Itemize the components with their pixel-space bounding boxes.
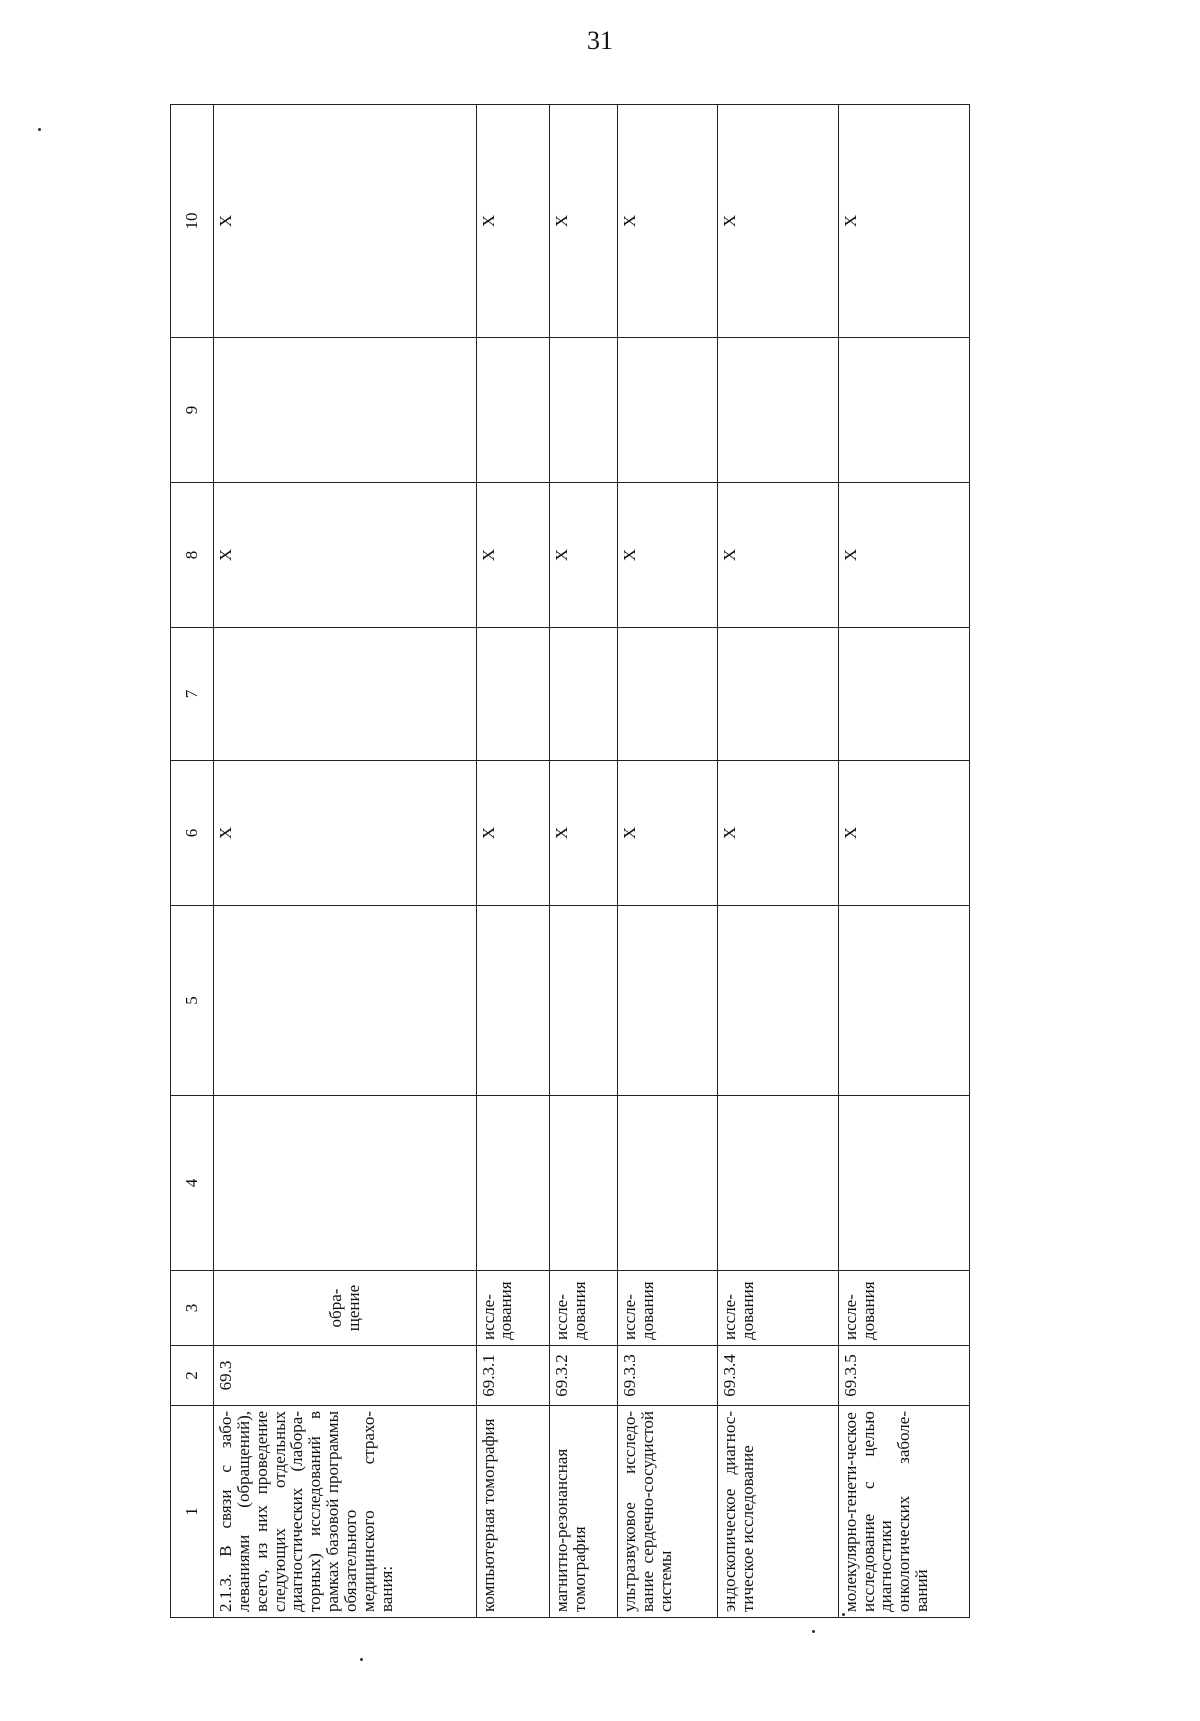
cell-col10: X <box>717 105 838 338</box>
cell-col7 <box>838 628 969 761</box>
rotated-table-container <box>170 105 970 1618</box>
column-number: 8 <box>171 483 214 628</box>
cell-col4 <box>214 1096 476 1271</box>
cell-col6: X <box>717 761 838 906</box>
scan-speck <box>812 1630 815 1633</box>
column-number: 9 <box>171 338 214 483</box>
cell-col7 <box>214 628 476 761</box>
column-number: 3 <box>171 1271 214 1346</box>
cell-col9 <box>717 338 838 483</box>
column-number: 7 <box>171 628 214 761</box>
cell-col4 <box>717 1096 838 1271</box>
cell-col10: X <box>550 105 618 338</box>
row-name: магнитно-резонансная томография <box>550 1406 618 1618</box>
cell-col8: X <box>618 483 718 628</box>
cell-col9 <box>838 338 969 483</box>
column-number: 10 <box>171 105 214 338</box>
row-code: 69.3.3 <box>618 1346 718 1406</box>
table-body <box>171 105 970 1618</box>
scan-speck <box>38 128 41 131</box>
column-number-row <box>171 105 214 1618</box>
cell-col10: X <box>618 105 718 338</box>
row-code: 69.3.5 <box>838 1346 969 1406</box>
table-row <box>214 105 476 1618</box>
cell-col6: X <box>550 761 618 906</box>
row-name: 2.1.3. В связи с забо-леваниями (обращений), всего, из них проведение следующих отдельных диагностических (лабора-торных) исследований в рамках базовой программы обязательного медицинского страхо-вания: <box>214 1406 476 1618</box>
row-unit: иссле-дования <box>476 1271 549 1346</box>
row-unit: иссле-дования <box>838 1271 969 1346</box>
column-number: 1 <box>171 1406 214 1618</box>
cell-col9 <box>476 338 549 483</box>
cell-col4 <box>550 1096 618 1271</box>
table-row <box>618 105 718 1618</box>
cell-col5 <box>476 906 549 1096</box>
cell-col10: X <box>214 105 476 338</box>
scan-speck <box>360 1658 363 1661</box>
cell-col8: X <box>476 483 549 628</box>
row-code: 69.3.4 <box>717 1346 838 1406</box>
row-code: 69.3.2 <box>550 1346 618 1406</box>
column-number: 6 <box>171 761 214 906</box>
cell-col5 <box>550 906 618 1096</box>
row-code: 69.3.1 <box>476 1346 549 1406</box>
cell-col10: X <box>838 105 969 338</box>
cell-col8: X <box>717 483 838 628</box>
column-number: 4 <box>171 1096 214 1271</box>
cell-col5 <box>838 906 969 1096</box>
cell-col4 <box>476 1096 549 1271</box>
table-row <box>550 105 618 1618</box>
cell-col7 <box>618 628 718 761</box>
column-number: 2 <box>171 1346 214 1406</box>
column-number: 5 <box>171 906 214 1096</box>
cell-col5 <box>717 906 838 1096</box>
cell-col6: X <box>838 761 969 906</box>
row-code: 69.3 <box>214 1346 476 1406</box>
table-row <box>838 105 969 1618</box>
row-unit: обра-щение <box>214 1271 476 1346</box>
row-name: ультразвуковое исследо-вание сердечно-сосудистой системы <box>618 1406 718 1618</box>
row-name: компьютерная томография <box>476 1406 549 1618</box>
cell-col4 <box>618 1096 718 1271</box>
row-unit: иссле-дования <box>717 1271 838 1346</box>
cell-col8: X <box>838 483 969 628</box>
row-unit: иссле-дования <box>550 1271 618 1346</box>
statistics-table <box>170 104 970 1618</box>
cell-col6: X <box>476 761 549 906</box>
cell-col5 <box>214 906 476 1096</box>
row-unit: иссле-дования <box>618 1271 718 1346</box>
page-number: 31 <box>587 26 613 55</box>
cell-col7 <box>717 628 838 761</box>
cell-col8: X <box>550 483 618 628</box>
cell-col4 <box>838 1096 969 1271</box>
cell-col9 <box>214 338 476 483</box>
cell-col7 <box>550 628 618 761</box>
scan-speck <box>842 1613 845 1616</box>
cell-col6: X <box>214 761 476 906</box>
cell-col10: X <box>476 105 549 338</box>
cell-col9 <box>550 338 618 483</box>
row-name: эндоскопическое диагнос-тическое исследование <box>717 1406 838 1618</box>
table-row <box>476 105 549 1618</box>
cell-col8: X <box>214 483 476 628</box>
table-row <box>717 105 838 1618</box>
cell-col9 <box>618 338 718 483</box>
row-name: молекулярно-генети-ческое исследование с целью диагностики онкологических заболе-ваний <box>838 1406 969 1618</box>
cell-col5 <box>618 906 718 1096</box>
cell-col6: X <box>618 761 718 906</box>
cell-col7 <box>476 628 549 761</box>
